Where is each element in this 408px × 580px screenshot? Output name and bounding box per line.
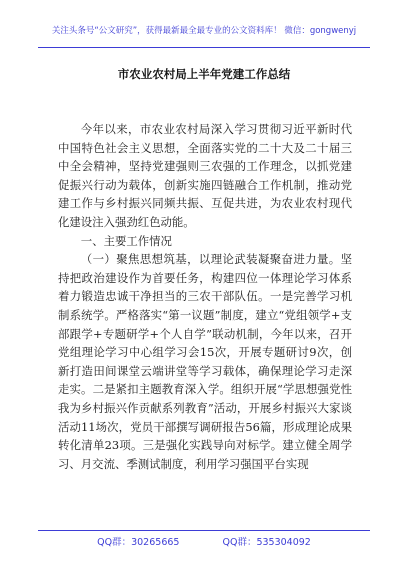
footer-qq-group-2: QQ群：535304092: [222, 537, 311, 548]
header-notice: 关注头条号“公文研究”，获得最新最全最专业的公文资料库！ 微信：gongwenyj: [51, 26, 357, 36]
document-title: 市农业农村局上半年党建工作总结: [117, 67, 291, 81]
header-divider: [38, 47, 370, 48]
footer: [0, 534, 408, 548]
intro-paragraph: 今年以来，市农业农村局深入学习贯彻习近平新时代中国特色社会主义思想，全面落实党的二十大及二十届三中全会精神，坚持党建强则三农强的工作理念，以抓党建促振兴行动为载体，创新实施四链融合工作机制，推动党建工作与乡村振兴同频共振、互促共进，为农业农村现代化建设注入强劲红色动能。: [58, 122, 352, 229]
body-paragraph: （一）聚焦思想筑基，以理论武装凝聚奋进力量。坚持把政治建设作为首要任务，构建四位一体理论学习体系着力锻造忠诚干净担当的三农干部队伍。一是完善学习机制系统学。严格落实“第一议题”制度，建立“党组领学+支部跟学+专题研学+个人自学”联动机制，今年以来，召开党组理论学习中心组学习会15次，开展专题研讨9次，创新打造田间课堂云端讲堂等学习载体，确保理论学习走深走实。二是紧扣主题教育深入学。组织开展“学思想强党性我为乡村振兴作贡献系列教育”活动，开展乡村振兴大家谈活动11场次，党员干部撰写调研报告56篇，形成理论成果转化清单23项。三是强化实践导向对标学。建立健全周学习、月交流、季测试制度，利用学习强国平台实现: [58, 252, 352, 471]
document-body: [58, 120, 352, 473]
footer-divider: [38, 530, 370, 531]
section-heading: 一、主要工作情况: [80, 233, 172, 248]
footer-qq-group-1: QQ群：30265665: [97, 537, 180, 548]
